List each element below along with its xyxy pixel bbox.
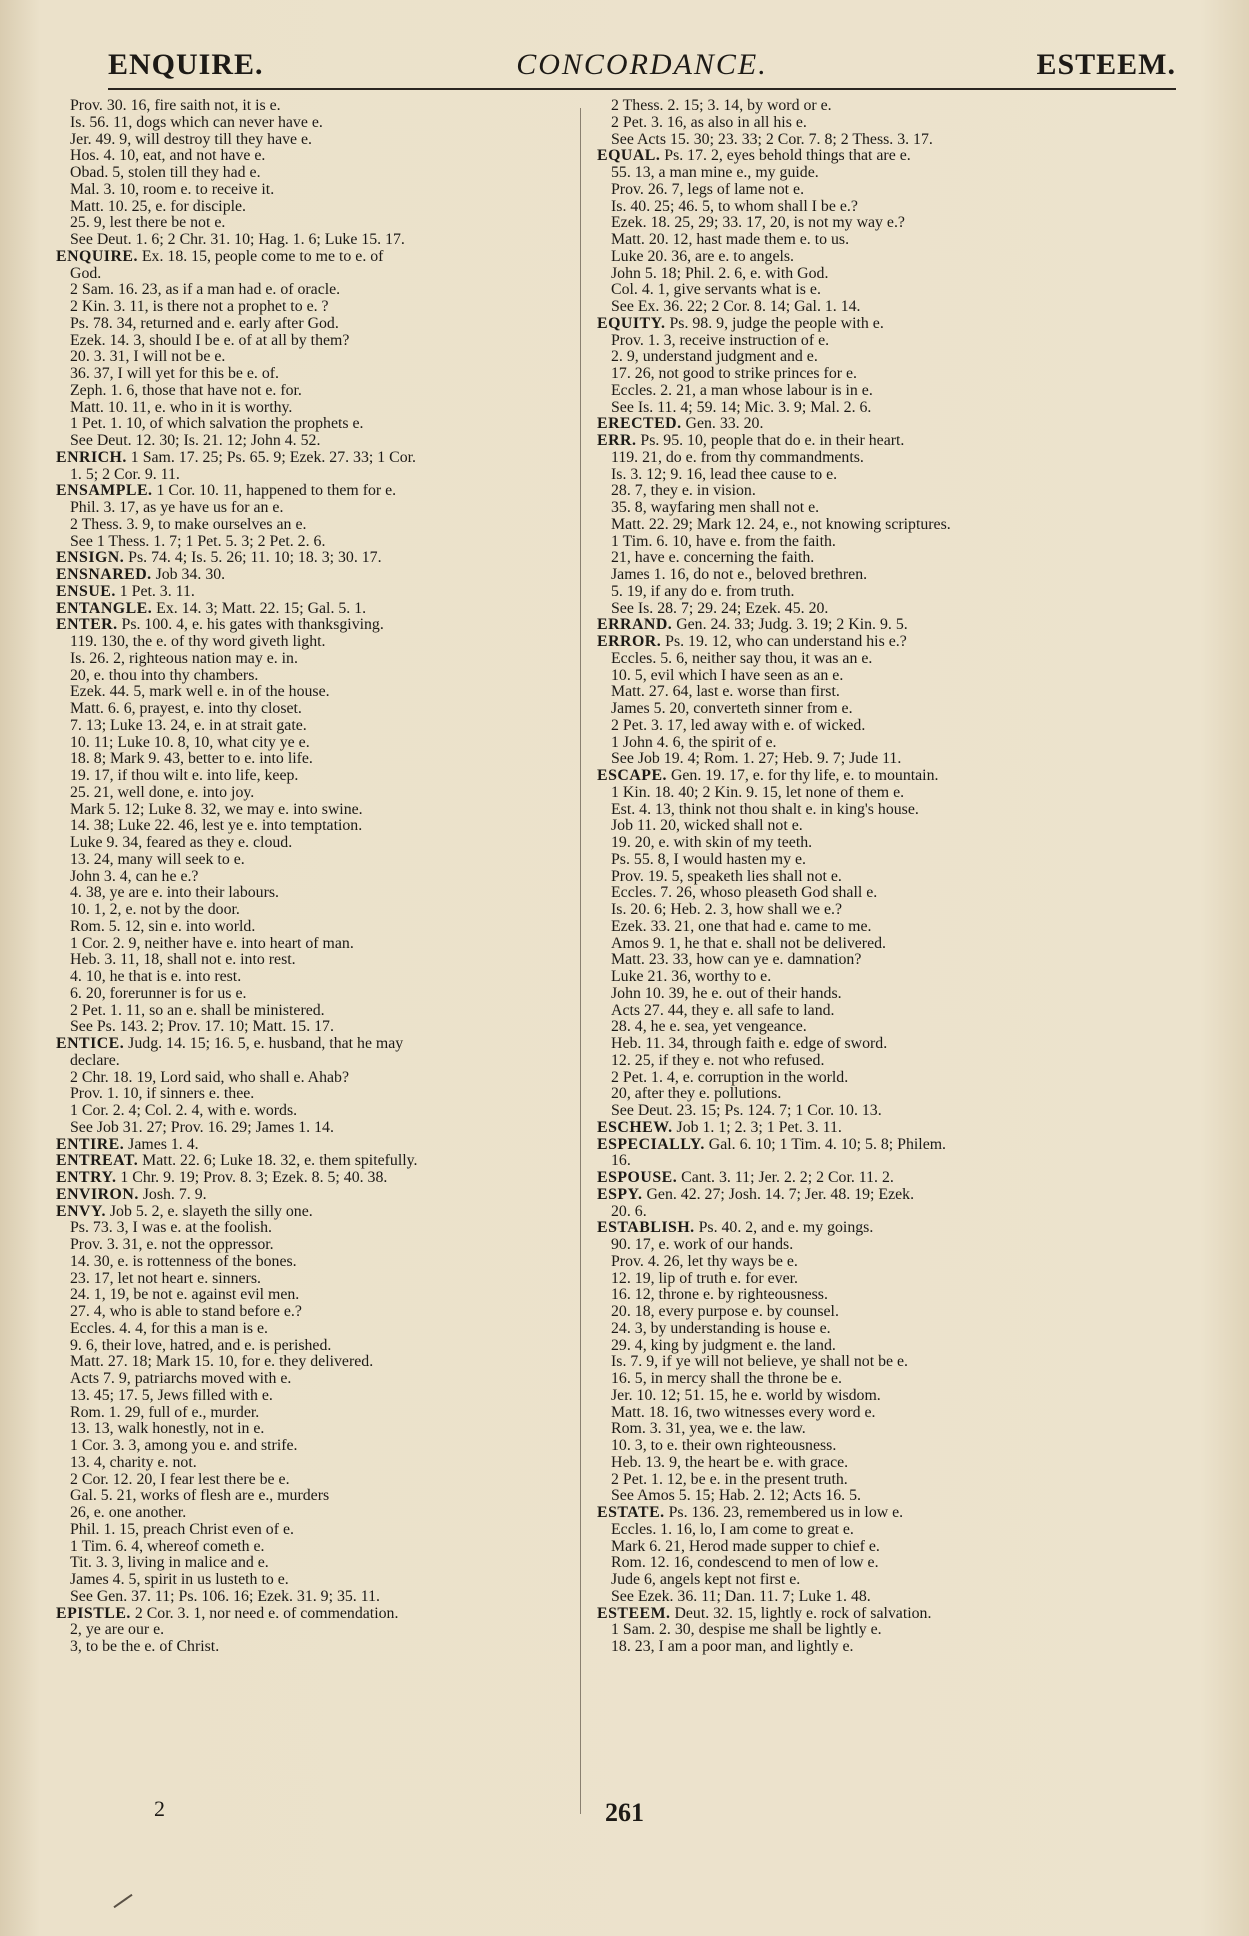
reference-line: Rom. 1. 29, full of e., murder.: [70, 1404, 260, 1421]
left-column: [56, 98, 571, 1656]
reference-line: 2 Pet. 1. 12, be e. in the present truth.: [611, 1471, 848, 1488]
reference-line: James 4. 5, spirit in us lusteth to e.: [70, 1572, 289, 1588]
header-title: CONCORDANCE.: [516, 48, 768, 81]
reference-line: See Ezek. 36. 11; Dan. 11. 7; Luke 1. 48.: [611, 1588, 871, 1605]
concordance-entry-headword-line: [56, 1036, 571, 1053]
entry-text: Job 5. 2, e. slayeth the silly one.: [105, 1203, 313, 1220]
entry-text: Ps. 19. 12, who can understand his e.?: [661, 634, 907, 650]
entry-text: Gal. 6. 10; 1 Tim. 4. 10; 5. 8; Philem.: [704, 1136, 947, 1153]
reference-line: Acts 7. 9, patriarchs moved with e.: [70, 1371, 292, 1387]
reference-line: Eccles. 1. 16, lo, I am come to great e.: [611, 1521, 854, 1538]
reference-line: 35. 8, wayfaring men shall not e.: [611, 500, 820, 516]
page-number: 261: [605, 1798, 644, 1827]
reference-line: 90. 17, e. work of our hands.: [611, 1237, 794, 1253]
concordance-entry-headword-line: [56, 249, 571, 266]
reference-line: 1 Pet. 1. 10, of which salvation the prophets e.: [70, 416, 364, 433]
reference-line: Prov. 1. 3, receive instruction of e.: [611, 332, 830, 349]
entry-text: Job 1. 1; 2. 3; 1 Pet. 3. 11.: [672, 1119, 842, 1136]
entry-headword: ENRICH.: [56, 449, 127, 466]
reference-line: Job 11. 20, wicked shall not e.: [611, 818, 803, 835]
reference-line: See Gen. 37. 11; Ps. 106. 16; Ezek. 31. 9; 35. 11.: [70, 1588, 380, 1605]
concordance-entry-headword-line: [597, 617, 1112, 634]
entry-headword: ENSAMPLE.: [56, 483, 153, 500]
entry-headword: ESPY.: [597, 1186, 643, 1203]
concordance-entry-headword-line: [56, 1170, 571, 1187]
reference-line: 28. 4, he e. sea, yet vengeance.: [611, 1019, 807, 1036]
reference-line: Ezek. 14. 3, should I be e. of at all by them?: [70, 332, 350, 349]
reference-line: 2 Kin. 3. 11, is there not a prophet to e. ?: [70, 299, 329, 315]
reference-line: 1 John 4. 6, the spirit of e.: [611, 734, 777, 751]
reference-line: 4. 10, he that is e. into rest.: [70, 969, 242, 985]
reference-line: See Ex. 36. 22; 2 Cor. 8. 14; Gal. 1. 14.: [611, 299, 861, 315]
reference-line: Matt. 23. 33, how can ye e. damnation?: [611, 952, 862, 969]
reference-line: Prov. 1. 10, if sinners e. thee.: [70, 1086, 255, 1103]
entry-text: Gen. 42. 27; Josh. 14. 7; Jer. 48. 19; Ezek.: [642, 1186, 915, 1203]
reference-line: Amos 9. 1, he that e. shall not be delivered.: [611, 935, 886, 952]
header-first-word: ENQUIRE.: [108, 48, 264, 81]
concordance-entry-headword-line: [597, 1170, 1112, 1187]
reference-line: 2 Cor. 12. 20, I fear lest there be e.: [70, 1471, 290, 1488]
reference-line: Zeph. 1. 6, those that have not e. for.: [70, 382, 302, 399]
reference-line: Ps. 55. 8, I would hasten my e.: [611, 851, 806, 868]
entry-headword: ENTREAT.: [56, 1153, 139, 1170]
concordance-entry-headword-line: [597, 1220, 1112, 1237]
reference-line: Mark 5. 12; Luke 8. 32, we may e. into swine.: [70, 801, 363, 818]
reference-line: See Is. 11. 4; 59. 14; Mic. 3. 9; Mal. 2. 6.: [611, 399, 872, 416]
entry-text: Cant. 3. 11; Jer. 2. 2; 2 Cor. 11. 2.: [677, 1170, 894, 1186]
reference-line: Mal. 3. 10, room e. to receive it.: [70, 181, 275, 198]
entry-text: 1 Pet. 3. 11.: [115, 583, 195, 600]
entry-continuation-line: 1. 5; 2 Cor. 9. 11.: [70, 466, 180, 483]
reference-line: 18. 8; Mark 9. 43, better to e. into life.: [70, 751, 313, 768]
concordance-entry-headword-line: [597, 1606, 1112, 1623]
reference-line: 4. 38, ye are e. into their labours.: [70, 885, 279, 902]
reference-line: Is. 20. 6; Heb. 2. 3, how shall we e.?: [611, 902, 843, 918]
entry-continuation-line: God.: [70, 265, 102, 282]
entry-text: Gen. 19. 17, e. for thy life, e. to mountain.: [666, 768, 939, 784]
entry-text: Josh. 7. 9.: [138, 1186, 207, 1203]
reference-line: 29. 4, king by judgment e. the land.: [611, 1337, 836, 1354]
reference-line: See Deut. 12. 30; Is. 21. 12; John 4. 52.: [70, 433, 321, 449]
reference-line: See Deut. 23. 15; Ps. 124. 7; 1 Cor. 10. 13.: [611, 1103, 882, 1119]
reference-line: Eccles. 4. 4, for this a man is e.: [70, 1320, 268, 1337]
reference-line: 16. 12, throne e. by righteousness.: [611, 1287, 828, 1304]
reference-line: 119. 130, the e. of thy word giveth light.: [70, 634, 326, 650]
reference-line: See Is. 28. 7; 29. 24; Ezek. 45. 20.: [611, 600, 829, 617]
reference-line: See Amos 5. 15; Hab. 2. 12; Acts 16. 5.: [611, 1488, 861, 1505]
reference-line: 20, after they e. pollutions.: [611, 1086, 782, 1103]
entry-text: 1 Cor. 10. 11, happened to them for e.: [152, 483, 397, 500]
entry-headword: ENSIGN.: [56, 550, 125, 567]
entry-text: Judg. 14. 15; 16. 5, e. husband, that he may: [124, 1036, 404, 1052]
concordance-entry-headword-line: [56, 601, 571, 618]
concordance-entry-headword-line: [597, 1137, 1112, 1154]
reference-line: Mark 6. 21, Herod made supper to chief e.: [611, 1538, 880, 1555]
concordance-entry-headword-line: [597, 316, 1112, 333]
reference-line: John 3. 4, can he e.?: [70, 868, 199, 885]
reference-line: 1 Cor. 2. 4; Col. 2. 4, with e. words.: [70, 1103, 298, 1119]
entry-continuation-line: declare.: [70, 1052, 120, 1069]
reference-line: Eccles. 7. 26, whoso pleaseth God shall e.: [611, 885, 878, 902]
reference-line: Phil. 1. 15, preach Christ even of e.: [70, 1521, 294, 1538]
entry-headword: ESCAPE.: [597, 768, 667, 784]
reference-line: Rom. 12. 16, condescend to men of low e.: [611, 1555, 879, 1572]
reference-line: 2 Thess. 2. 15; 3. 14, by word or e.: [611, 98, 832, 114]
reference-line: Eccles. 2. 21, a man whose labour is in e.: [611, 382, 873, 399]
reference-line: 1 Tim. 6. 10, have e. from the faith.: [611, 533, 836, 550]
reference-line: Matt. 6. 6, prayest, e. into thy closet.: [70, 701, 302, 717]
reference-line: Is. 7. 9, if ye will not believe, ye shall not be e.: [611, 1354, 909, 1371]
entry-text: Ex. 14. 3; Matt. 22. 15; Gal. 5. 1.: [152, 600, 367, 617]
entry-headword: EPISTLE.: [56, 1605, 131, 1622]
concordance-entry-headword-line: [56, 450, 571, 467]
reference-line: 20. 18, every purpose e. by counsel.: [611, 1304, 839, 1320]
right-column: [597, 98, 1112, 1656]
reference-line: Prov. 19. 5, speaketh lies shall not e.: [611, 868, 842, 885]
reference-line: 26, e. one another.: [70, 1505, 187, 1521]
reference-line: 18. 23, I am a poor man, and lightly e.: [611, 1639, 854, 1655]
reference-line: 2. 9, understand judgment and e.: [611, 349, 818, 366]
reference-line: Matt. 10. 25, e. for disciple.: [70, 198, 247, 215]
entry-text: 1 Sam. 17. 25; Ps. 65. 9; Ezek. 27. 33; 1 Cor.: [126, 449, 416, 466]
reference-line: 13. 4, charity e. not.: [70, 1454, 197, 1471]
reference-line: Luke 20. 36, are e. to angels.: [611, 248, 795, 265]
reference-line: 10. 5, evil which I have seen as an e.: [611, 667, 844, 684]
entry-headword: ENTER.: [56, 617, 118, 634]
reference-line: Est. 4. 13, think not thou shalt e. in king's house.: [611, 801, 919, 818]
entry-headword: ENTRY.: [56, 1170, 117, 1186]
entry-headword: ENVY.: [56, 1203, 106, 1220]
concordance-entry-headword-line: [597, 1187, 1112, 1204]
concordance-entry-headword-line: [597, 768, 1112, 785]
reference-line: Heb. 11. 34, through faith e. edge of sword.: [611, 1036, 888, 1052]
reference-line: 20, e. thou into thy chambers.: [70, 667, 259, 684]
reference-line: See Acts 15. 30; 23. 33; 2 Cor. 7. 8; 2 Thess. 3. 17.: [611, 131, 933, 148]
entry-headword: ENTIRE.: [56, 1136, 125, 1153]
entry-headword: ESTEEM.: [597, 1605, 671, 1622]
reference-line: 55. 13, a man mine e., my guide.: [611, 165, 819, 181]
concordance-entry-headword-line: [56, 1204, 571, 1221]
reference-line: Ezek. 33. 21, one that had e. came to me.: [611, 918, 872, 935]
concordance-entry-headword-line: [597, 148, 1112, 165]
concordance-entry-headword-line: [56, 567, 571, 584]
reference-line: 2 Pet. 1. 11, so an e. shall be ministered.: [70, 1002, 325, 1019]
pencil-mark: [113, 1894, 132, 1908]
entry-text: Job 34. 30.: [151, 567, 226, 583]
reference-line: 2 Pet. 1. 4, e. corruption in the world.: [611, 1069, 849, 1086]
reference-line: Hos. 4. 10, eat, and not have e.: [70, 148, 266, 165]
reference-line: Prov. 30. 16, fire saith not, it is e.: [70, 98, 281, 114]
concordance-entry-headword-line: [56, 1187, 571, 1204]
reference-line: See Deut. 1. 6; 2 Chr. 31. 10; Hag. 1. 6; Luke 15. 17.: [70, 232, 405, 248]
entry-headword: ENTANGLE.: [56, 600, 153, 617]
reference-line: Prov. 3. 31, e. not the oppressor.: [70, 1237, 274, 1253]
reference-line: Heb. 3. 11, 18, shall not e. into rest.: [70, 952, 296, 969]
concordance-entry-headword-line: [56, 1153, 571, 1170]
concordance-entry-headword-line: [597, 1120, 1112, 1137]
reference-line: 119. 21, do e. from thy commandments.: [611, 449, 864, 466]
reference-line: Prov. 4. 26, let thy ways be e.: [611, 1253, 798, 1270]
entry-headword: ESTABLISH.: [597, 1220, 695, 1237]
reference-line: 2 Pet. 3. 17, led away with e. of wicked.: [611, 717, 866, 734]
reference-line: Matt. 22. 29; Mark 12. 24, e., not knowing scriptures.: [611, 516, 951, 533]
reference-line: 2 Chr. 18. 19, Lord said, who shall e. Ahab?: [70, 1069, 349, 1086]
reference-line: Ezek. 18. 25, 29; 33. 17, 20, is not my way e.?: [611, 215, 905, 232]
entry-headword: ENQUIRE.: [56, 248, 138, 265]
reference-line: 10. 3, to e. their own righteousness.: [611, 1438, 837, 1454]
reference-line: John 10. 39, he e. out of their hands.: [611, 985, 842, 1002]
reference-line: Rom. 5. 12, sin e. into world.: [70, 918, 256, 935]
reference-line: Matt. 10. 11, e. who in it is worthy.: [70, 399, 293, 416]
reference-line: Ps. 78. 34, returned and e. early after God.: [70, 315, 339, 332]
reference-line: 6. 20, forerunner is for us e.: [70, 985, 247, 1002]
entry-headword: ERROR.: [597, 634, 662, 650]
entry-text: Ps. 74. 4; Is. 5. 26; 11. 10; 18. 3; 30. 17.: [124, 550, 382, 567]
entry-text: Ps. 95. 10, people that do e. in their heart.: [636, 433, 905, 449]
reference-line: 20. 3. 31, I will not be e.: [70, 349, 226, 366]
entry-text: Ps. 17. 2, eyes behold things that are e.: [660, 148, 911, 165]
entry-headword: ERECTED.: [597, 416, 682, 433]
reference-line: Is. 56. 11, dogs which can never have e.: [70, 114, 323, 131]
reference-line: 13. 45; 17. 5, Jews filled with e.: [70, 1387, 273, 1404]
entry-text: 1 Chr. 9. 19; Prov. 8. 3; Ezek. 8. 5; 40. 38.: [116, 1170, 388, 1186]
reference-line: Is. 26. 2, righteous nation may e. in.: [70, 650, 298, 667]
concordance-entry-headword-line: [56, 617, 571, 634]
entry-text: Ps. 40. 2, and e. my goings.: [694, 1220, 874, 1237]
reference-line: 10. 1, 2, e. not by the door.: [70, 902, 240, 918]
reference-line: 21, have e. concerning the faith.: [611, 550, 815, 567]
reference-line: 24. 3, by understanding is house e.: [611, 1320, 831, 1337]
reference-line: 5. 19, if any do e. from truth.: [611, 583, 795, 600]
reference-line: Prov. 26. 7, legs of lame not e.: [611, 181, 805, 198]
concordance-entry-headword-line: [56, 1606, 571, 1623]
reference-line: Is. 3. 12; 9. 16, lead thee cause to e.: [611, 466, 838, 483]
entry-text: 2 Cor. 3. 1, nor need e. of commendation.: [130, 1605, 399, 1622]
reference-line: Gal. 5. 21, works of flesh are e., murders: [70, 1488, 330, 1505]
reference-line: 14. 38; Luke 22. 46, lest ye e. into temptation.: [70, 818, 363, 835]
reference-line: 28. 7, they e. in vision.: [611, 483, 756, 500]
reference-line: 12. 19, lip of truth e. for ever.: [611, 1270, 798, 1287]
concordance-entry-headword-line: [597, 433, 1112, 450]
reference-line: Luke 21. 36, worthy to e.: [611, 969, 772, 985]
reference-line: 1 Sam. 2. 30, despise me shall be lightly e.: [611, 1622, 882, 1639]
entry-text: James 1. 4.: [124, 1136, 199, 1153]
reference-line: 23. 17, let not heart e. sinners.: [70, 1270, 261, 1287]
reference-line: Heb. 13. 9, the heart be e. with grace.: [611, 1454, 849, 1471]
signature-mark: 2: [154, 1796, 165, 1821]
entry-text: Ps. 100. 4, e. his gates with thanksgiving.: [117, 617, 384, 634]
reference-line: Matt. 27. 18; Mark 15. 10, for e. they delivered.: [70, 1354, 374, 1371]
reference-line: Phil. 3. 17, as ye have us for an e.: [70, 500, 284, 516]
reference-line: See 1 Thess. 1. 7; 1 Pet. 5. 3; 2 Pet. 2. 6.: [70, 533, 326, 550]
reference-line: See Job 31. 27; Prov. 16. 29; James 1. 14.: [70, 1119, 334, 1136]
reference-line: Matt. 20. 12, hast made them e. to us.: [611, 232, 850, 248]
entry-continuation-line: 16.: [611, 1153, 631, 1170]
reference-line: Col. 4. 1, give servants what is e.: [611, 282, 821, 299]
reference-line: Ezek. 44. 5, mark well e. in of the house.: [70, 684, 330, 701]
reference-line: Obad. 5, stolen till they had e.: [70, 165, 261, 181]
reference-line: Tit. 3. 3, living in malice and e.: [70, 1555, 269, 1572]
reference-line: 19. 20, e. with skin of my teeth.: [611, 835, 813, 851]
reference-line: Is. 40. 25; 46. 5, to whom shall I be e.?: [611, 198, 858, 215]
entry-headword: ERRAND.: [597, 617, 673, 634]
reference-line: 2 Sam. 16. 23, as if a man had e. of oracle.: [70, 282, 341, 299]
reference-line: 9. 6, their love, hatred, and e. is perished.: [70, 1337, 332, 1354]
entry-text: Deut. 32. 15, lightly e. rock of salvation.: [670, 1605, 932, 1622]
reference-line: 36. 37, I will yet for this be e. of.: [70, 366, 280, 382]
entry-text: Ps. 136. 23, remembered us in low e.: [664, 1505, 904, 1521]
reference-line: 1 Tim. 6. 4, whereof cometh e.: [70, 1538, 265, 1555]
concordance-entry-headword-line: [56, 483, 571, 500]
reference-line: Matt. 18. 16, two witnesses every word e.: [611, 1404, 876, 1421]
reference-line: 2 Thess. 3. 9, to make ourselves an e.: [70, 516, 307, 533]
reference-line: 1 Cor. 2. 9, neither have e. into heart of man.: [70, 935, 354, 952]
reference-line: 1 Cor. 3. 3, among you e. and strife.: [70, 1438, 298, 1454]
reference-line: 17. 26, not good to strike princes for e.: [611, 366, 857, 382]
reference-line: 13. 13, walk honestly, not in e.: [70, 1421, 265, 1438]
entry-headword: ENTICE.: [56, 1036, 125, 1052]
concordance-entry-headword-line: [597, 634, 1112, 651]
entry-text: Ps. 98. 9, judge the people with e.: [665, 315, 884, 332]
reference-line: 7. 13; Luke 13. 24, e. in at strait gate.: [70, 717, 307, 734]
entry-headword: ESCHEW.: [597, 1119, 673, 1136]
entry-headword: ESPOUSE.: [597, 1170, 678, 1186]
reference-line: James 5. 20, converteth sinner from e.: [611, 701, 853, 717]
reference-line: 16. 5, in mercy shall the throne be e.: [611, 1371, 842, 1387]
entry-headword: ENVIRON.: [56, 1186, 139, 1203]
reference-line: 10. 11; Luke 10. 8, 10, what city ye e.: [70, 734, 310, 751]
reference-line: 25. 9, lest there be not e.: [70, 215, 226, 232]
reference-line: 3, to be the e. of Christ.: [70, 1639, 220, 1655]
reference-line: 14. 30, e. is rottenness of the bones.: [70, 1253, 297, 1270]
entry-headword: ENSUE.: [56, 583, 116, 600]
reference-line: John 5. 18; Phil. 2. 6, e. with God.: [611, 265, 829, 282]
reference-line: 19. 17, if thou wilt e. into life, keep.: [70, 768, 299, 784]
header-last-word: ESTEEM.: [1036, 48, 1176, 81]
entry-headword: ENSNARED.: [56, 567, 152, 583]
concordance-entry-headword-line: [56, 550, 571, 567]
concordance-entry-headword-line: [56, 584, 571, 601]
reference-line: 27. 4, who is able to stand before e.?: [70, 1304, 302, 1320]
entry-continuation-line: 20. 6.: [611, 1203, 647, 1220]
reference-line: 2, ye are our e.: [70, 1622, 165, 1639]
entry-text: Gen. 33. 20.: [681, 416, 764, 433]
entry-headword: ESPECIALLY.: [597, 1136, 705, 1153]
concordance-entry-headword-line: [597, 416, 1112, 433]
reference-line: 12. 25, if they e. not who refused.: [611, 1052, 825, 1069]
concordance-entry-headword-line: [597, 1505, 1112, 1522]
running-header: [108, 44, 1176, 90]
entry-headword: ERR.: [597, 433, 637, 449]
reference-line: 1 Kin. 18. 40; 2 Kin. 9. 15, let none of them e.: [611, 784, 905, 801]
entry-headword: EQUITY.: [597, 315, 666, 332]
reference-line: 24. 1, 19, be not e. against evil men.: [70, 1287, 300, 1304]
entry-text: Gen. 24. 33; Judg. 3. 19; 2 Kin. 9. 5.: [672, 617, 908, 634]
reference-line: James 1. 16, do not e., beloved brethren.: [611, 567, 868, 583]
reference-line: Jer. 49. 9, will destroy till they have e.: [70, 131, 313, 148]
reference-line: Matt. 27. 64, last e. worse than first.: [611, 684, 840, 701]
entry-text: Matt. 22. 6; Luke 18. 32, e. them spitefully.: [138, 1153, 418, 1170]
reference-line: Jer. 10. 12; 51. 15, he e. world by wisdom.: [611, 1387, 881, 1404]
reference-line: See Ps. 143. 2; Prov. 17. 10; Matt. 15. 17.: [70, 1019, 334, 1036]
reference-line: 13. 24, many will seek to e.: [70, 851, 245, 868]
reference-line: 25. 21, well done, e. into joy.: [70, 784, 255, 801]
concordance-entry-headword-line: [56, 1137, 571, 1154]
entry-text: Ex. 18. 15, people come to me to e. of: [137, 248, 384, 265]
entry-headword: EQUAL.: [597, 148, 661, 165]
reference-line: Jude 6, angels kept not first e.: [611, 1572, 801, 1588]
reference-line: Rom. 3. 31, yea, we e. the law.: [611, 1421, 806, 1438]
entry-headword: ESTATE.: [597, 1505, 665, 1521]
reference-line: 2 Pet. 3. 16, as also in all his e.: [611, 114, 807, 131]
reference-line: Eccles. 5. 6, neither say thou, it was an e.: [611, 650, 873, 667]
reference-line: See Job 19. 4; Rom. 1. 27; Heb. 9. 7; Jude 11.: [611, 751, 902, 768]
reference-line: Acts 27. 44, they e. all safe to land.: [611, 1002, 835, 1019]
column-divider: [580, 108, 581, 1814]
reference-line: Ps. 73. 3, I was e. at the foolish.: [70, 1220, 272, 1237]
reference-line: Luke 9. 34, feared as they e. cloud.: [70, 835, 293, 851]
